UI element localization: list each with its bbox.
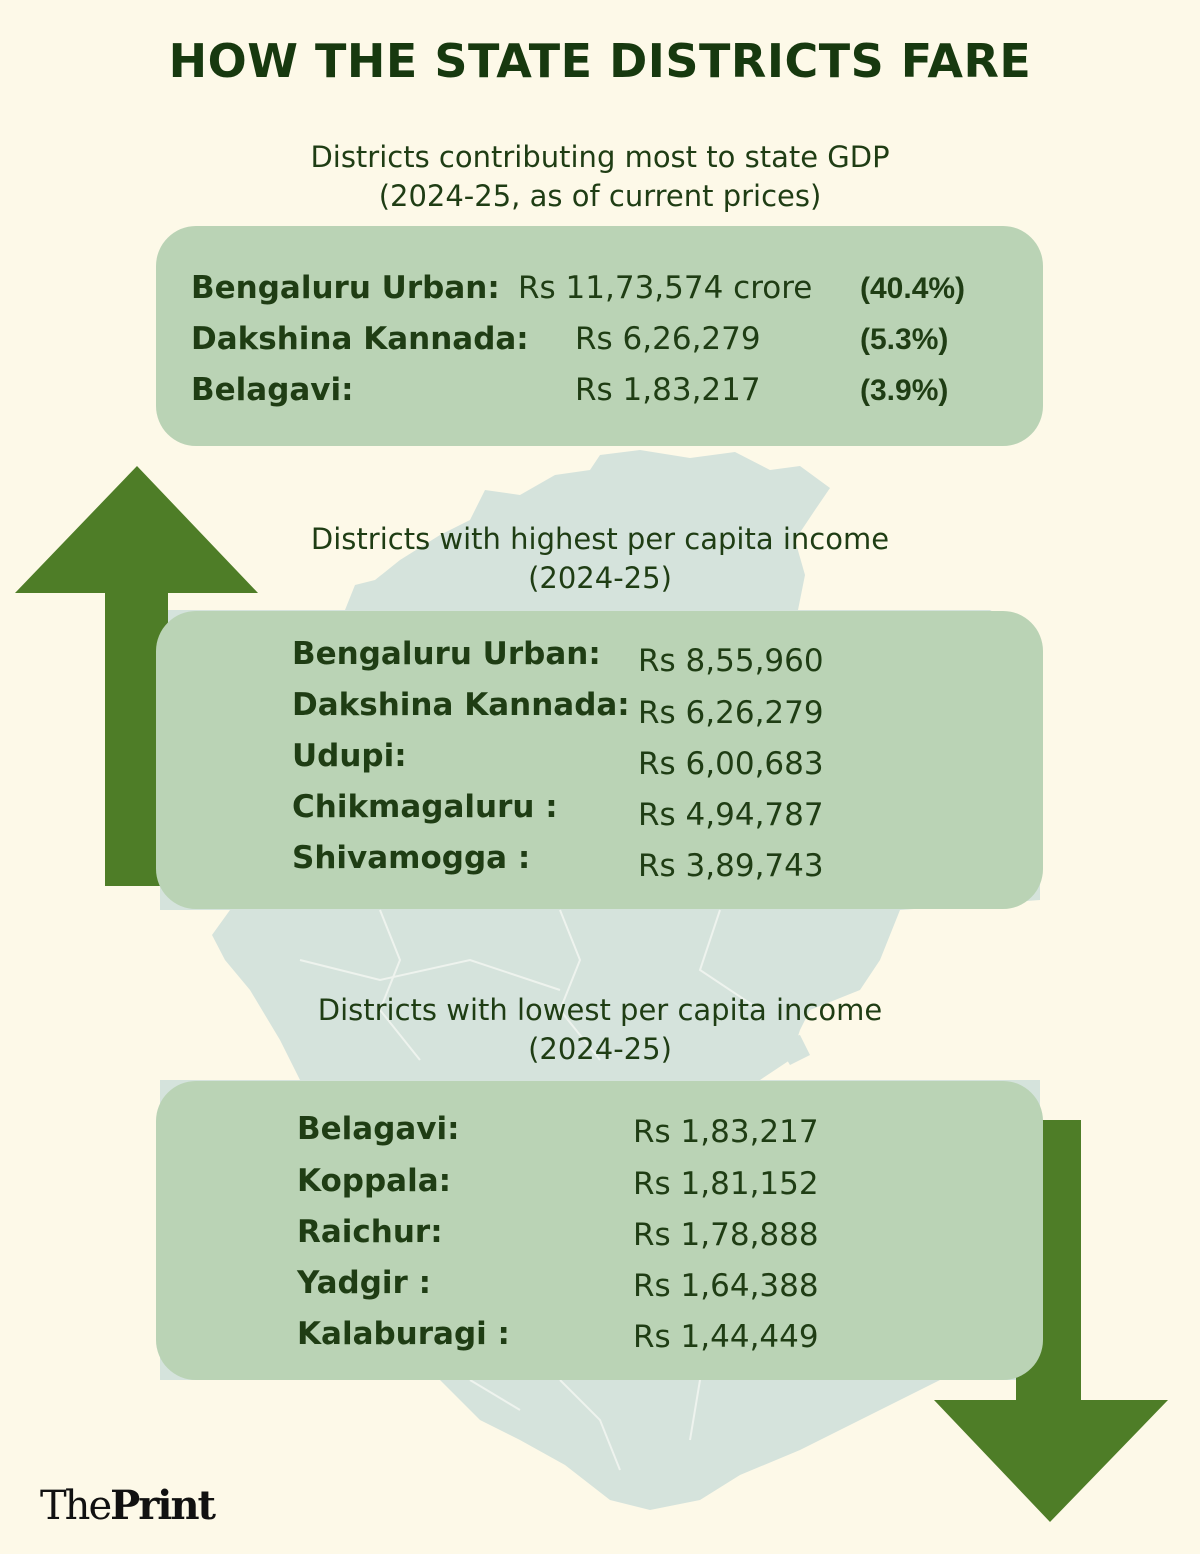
- lowest-district: Koppala:: [297, 1163, 452, 1199]
- gdp-section-subtitle: [0, 138, 1200, 216]
- gdp-district: Bengaluru Urban:: [191, 270, 500, 306]
- lowest-value: Rs 1,83,217: [633, 1114, 819, 1150]
- highest-district: Dakshina Kannada:: [292, 687, 630, 723]
- highest-value: Rs 4,94,787: [638, 797, 824, 833]
- gdp-value: Rs 6,26,279: [575, 321, 761, 357]
- lowest-subtitle-line2: (2024-25): [528, 1032, 672, 1066]
- lowest-district: Yadgir :: [297, 1265, 432, 1301]
- page-title: HOW THE STATE DISTRICTS FARE: [168, 34, 1032, 88]
- lowest-value: Rs 1,81,152: [633, 1166, 819, 1202]
- lowest-value: Rs 1,64,388: [633, 1268, 819, 1304]
- highest-value: Rs 6,00,683: [638, 746, 824, 782]
- highest-panel: [156, 611, 1043, 909]
- lowest-panel: [156, 1081, 1043, 1380]
- gdp-subtitle-line1: Districts contributing most to state GDP: [310, 140, 890, 174]
- gdp-subtitle-line2: (2024-25, as of current prices): [378, 179, 822, 213]
- highest-district: Chikmagaluru :: [292, 789, 558, 825]
- gdp-district: Belagavi:: [191, 372, 354, 408]
- logo-the: The: [40, 1483, 111, 1529]
- highest-section-subtitle: [0, 520, 1200, 598]
- gdp-district: Dakshina Kannada:: [191, 321, 529, 357]
- gdp-share: (3.9%): [860, 374, 949, 407]
- lowest-value: Rs 1,44,449: [633, 1319, 819, 1355]
- gdp-share: (5.3%): [860, 323, 949, 356]
- gdp-panel: [156, 226, 1043, 446]
- highest-district: Bengaluru Urban:: [292, 636, 601, 672]
- gdp-value: Rs 11,73,574 crore: [518, 270, 813, 306]
- lowest-district: Raichur:: [297, 1214, 443, 1250]
- highest-value: Rs 6,26,279: [638, 695, 824, 731]
- highest-subtitle-line1: Districts with highest per capita income: [310, 522, 890, 556]
- lowest-section-subtitle: [0, 991, 1200, 1069]
- highest-district: Shivamogga :: [292, 840, 531, 876]
- highest-value: Rs 8,55,960: [638, 643, 824, 679]
- lowest-district: Kalaburagi :: [297, 1316, 510, 1352]
- lowest-value: Rs 1,78,888: [633, 1217, 819, 1253]
- logo-print: Print: [110, 1482, 215, 1529]
- gdp-share: (40.4%): [860, 272, 966, 305]
- gdp-value: Rs 1,83,217: [575, 372, 761, 408]
- highest-subtitle-line2: (2024-25): [528, 561, 672, 595]
- highest-district: Udupi:: [292, 738, 407, 774]
- lowest-subtitle-line1: Districts with lowest per capita income: [317, 993, 883, 1027]
- theprint-logo: [40, 1482, 214, 1529]
- highest-value: Rs 3,89,743: [638, 848, 824, 884]
- lowest-district: Belagavi:: [297, 1111, 460, 1147]
